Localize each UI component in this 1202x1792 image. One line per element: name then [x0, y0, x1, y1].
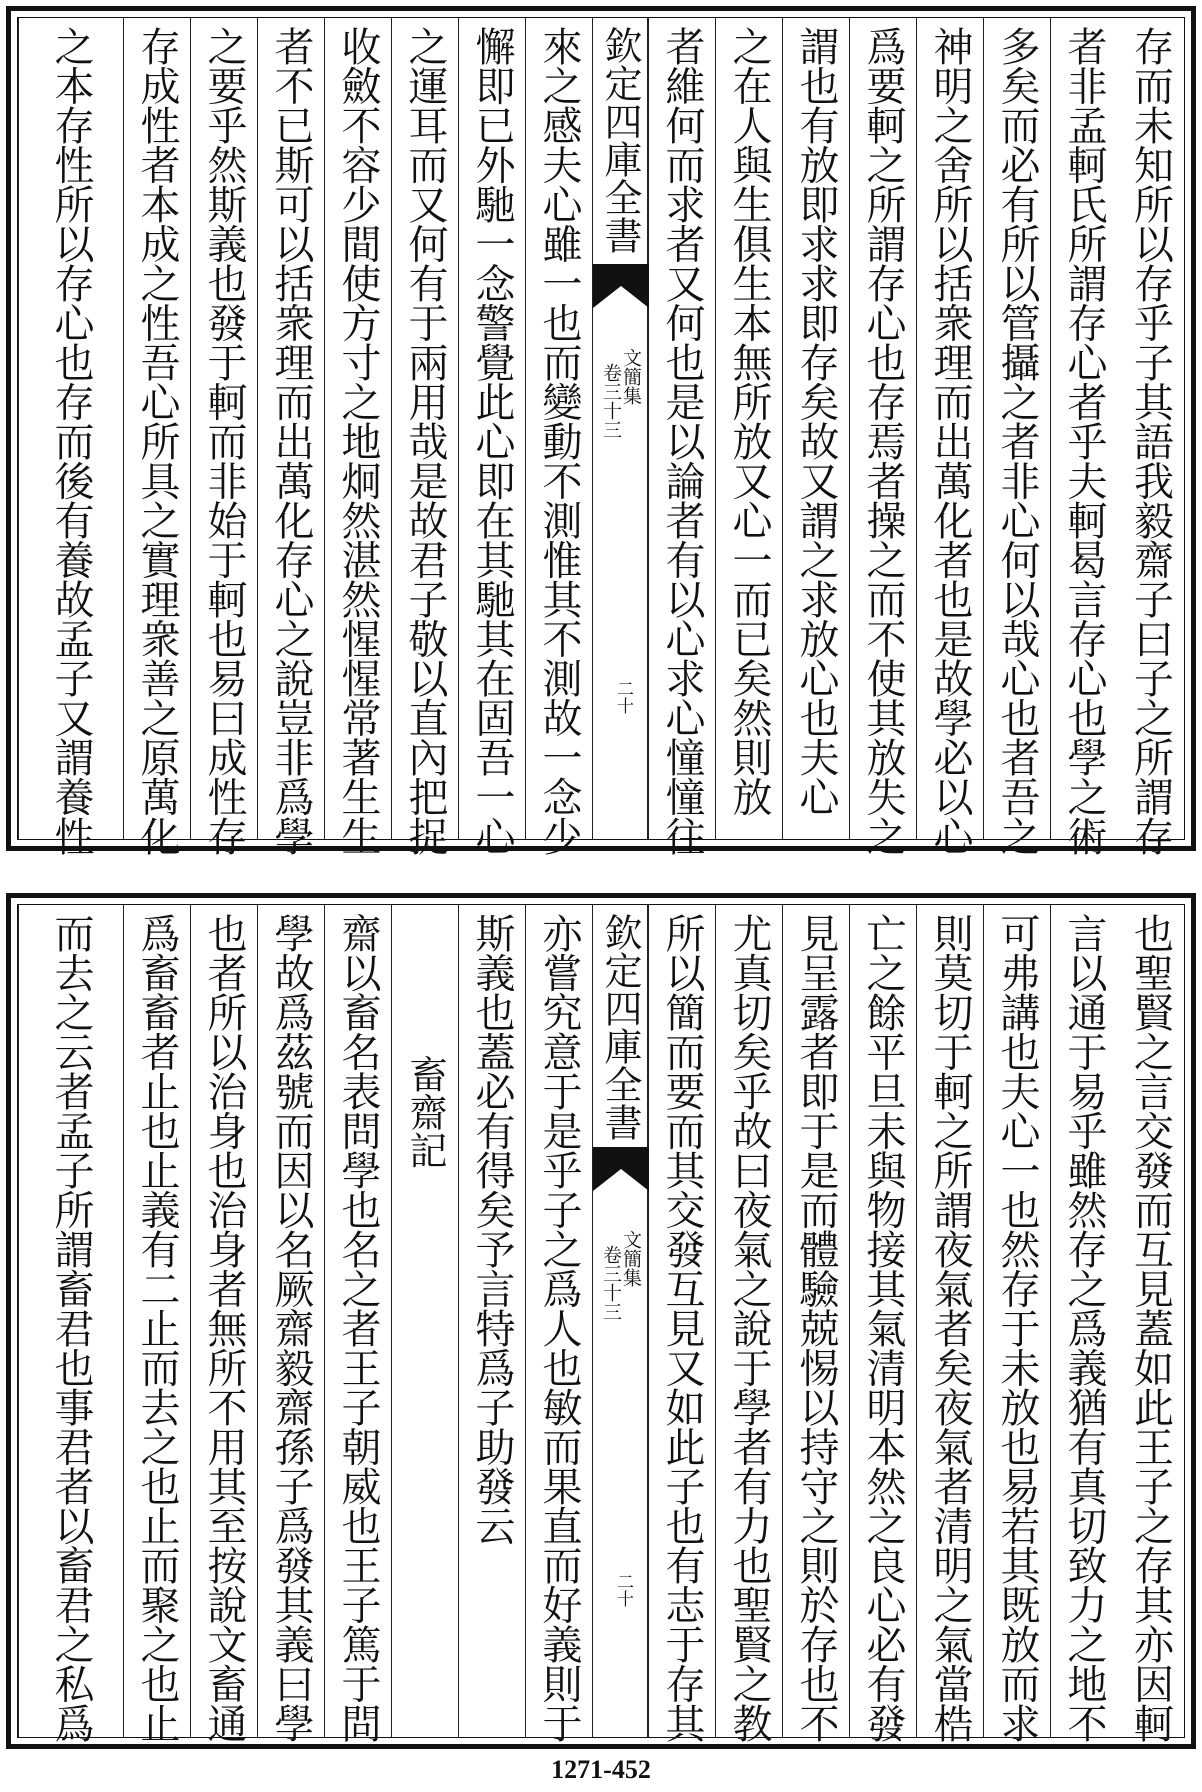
text-column — [1050, 18, 1117, 856]
column-text: 謂也有放即求求即存矣故又謂之求放心也夫心 — [793, 26, 839, 816]
column-text: 之要乎然斯義也發于軻而非始于軻也易曰成性存 — [201, 26, 247, 856]
text-column — [648, 905, 715, 1743]
text-column — [525, 905, 592, 1743]
text-column — [324, 18, 391, 856]
column-text: 斯義也蓋必有得矣予言特爲子助發云 — [469, 913, 515, 1545]
folio-number: 二十 — [613, 1573, 633, 1607]
center-banner — [592, 18, 648, 839]
column-text: 者不已斯可以括衆理而出萬化存心之說豈非爲學 — [268, 26, 314, 856]
text-column — [715, 18, 782, 839]
column-text: 也者所以治身也治身者無所不用其至按說文畜通 — [201, 913, 247, 1743]
center-banner — [592, 905, 648, 1737]
text-column — [525, 18, 592, 856]
book-title: 文簡集 — [620, 1230, 642, 1287]
column-text: 尤真切矣乎故曰夜氣之說于學者有力也聖賢之教 — [726, 913, 772, 1743]
column-text: 學故爲茲號而因以名厥齋毅齋孫子爲發其義曰學 — [268, 913, 314, 1743]
text-column — [849, 905, 916, 1743]
text-column — [18, 905, 123, 1743]
banner-title: 欽定四庫全書 — [598, 913, 642, 1141]
text-column — [458, 905, 525, 1737]
column-text: 可弗講也夫心一也然存于未放也易若其既放而求 — [994, 913, 1040, 1743]
column-text: 之在人與生俱生本無所放又心一而已矣然則放 — [726, 26, 772, 816]
text-column — [18, 18, 123, 856]
book-title: 文簡集 — [620, 348, 642, 405]
column-text: 多矣而必有所以管攝之者非心何以哉心也者吾之 — [994, 26, 1040, 856]
text-column — [715, 905, 782, 1743]
text-column — [782, 18, 849, 839]
text-column — [190, 18, 257, 856]
top-page-frame — [17, 17, 1185, 856]
text-column — [324, 905, 391, 1743]
volume-label: 卷三十三 — [600, 1245, 622, 1321]
text-column — [1117, 905, 1184, 1743]
column-text: 而去之云者孟子所謂畜君也事君者以畜君之私爲 — [48, 913, 94, 1743]
column-text: 言以通于易乎雖然存之爲義猶有真切致力之地不 — [1061, 913, 1107, 1743]
column-text: 收斂不容少間使方寸之地炯然湛然惺惺常著生生 — [335, 26, 381, 856]
column-text: 存而未知所以存乎子其語我毅齋子曰子之所謂存 — [1127, 26, 1174, 856]
column-text: 齋以畜名表問學也名之者王子朝威也王子篤于問 — [335, 913, 381, 1743]
essay-heading: 畜齋記 — [403, 1055, 447, 1169]
column-text: 見呈露者即于是而體驗兢惕以持守之則於存也不 — [793, 913, 839, 1743]
column-text: 也聖賢之言交發而互見蓋如此王子之存其亦因軻 — [1127, 913, 1174, 1743]
column-text: 所以簡而要而其交發互見又如此子也有志于存其 — [659, 913, 705, 1743]
text-column — [782, 905, 849, 1743]
text-column — [648, 18, 715, 856]
fishtail-mark — [593, 264, 649, 308]
text-column — [849, 18, 916, 856]
column-text: 來之感夫心雖一也而變動不測惟其不測故一念少 — [536, 26, 582, 856]
page-number-footer: 1271-452 — [551, 1755, 651, 1784]
top-page — [6, 6, 1196, 856]
folio-number: 二十 — [613, 680, 633, 714]
column-text: 爲要軻之所謂存心也存焉者操之而不使其放失之 — [860, 26, 906, 856]
column-text: 爲畜畜者止也止義有二止而去之也止而聚之也止 — [134, 913, 180, 1743]
column-text: 者維何而求者又何也是以論者有以心求心憧憧往 — [659, 26, 705, 856]
text-column — [1117, 18, 1184, 856]
bottom-page — [6, 893, 1196, 1749]
text-column — [916, 905, 983, 1743]
text-column — [916, 18, 983, 856]
column-text: 亦嘗究意于是乎子之爲人也敏而果直而好義則于 — [536, 913, 582, 1743]
text-column — [257, 905, 324, 1743]
column-text: 亡之餘平旦未與物接其氣清明本然之良心必有發 — [860, 913, 906, 1743]
text-column — [123, 18, 190, 856]
text-column — [1050, 905, 1117, 1743]
column-text: 神明之舍所以括衆理而出萬化者也是故學必以心 — [927, 26, 973, 856]
banner-title: 欽定四庫全書 — [598, 26, 642, 254]
text-column — [391, 18, 458, 856]
volume-label: 卷三十三 — [600, 363, 622, 439]
text-column — [983, 18, 1050, 856]
column-text: 者非孟軻氏所謂存心者乎夫軻曷言存心也學之術 — [1061, 26, 1107, 856]
text-column — [983, 905, 1050, 1743]
text-column — [458, 18, 525, 856]
text-column — [391, 905, 458, 1737]
fishtail-mark — [593, 1147, 649, 1191]
text-column — [257, 18, 324, 856]
column-text: 之本存性所以存心也存而後有養故孟子又謂養性 — [48, 26, 94, 856]
text-column — [123, 905, 190, 1743]
column-text: 則莫切于軻之所謂夜氣者矣夜氣者清明之氣當梏 — [927, 913, 973, 1743]
bottom-page-frame — [17, 904, 1185, 1743]
column-text: 懈即已外馳一念警覺此心即在其馳其在固吾一心 — [469, 26, 515, 856]
column-text: 之運耳而又何有于兩用哉是故君子敬以直內把捉 — [402, 26, 448, 856]
column-text: 存成性者本成之性吾心所具之實理衆善之原萬化 — [134, 26, 180, 856]
text-column — [190, 905, 257, 1743]
